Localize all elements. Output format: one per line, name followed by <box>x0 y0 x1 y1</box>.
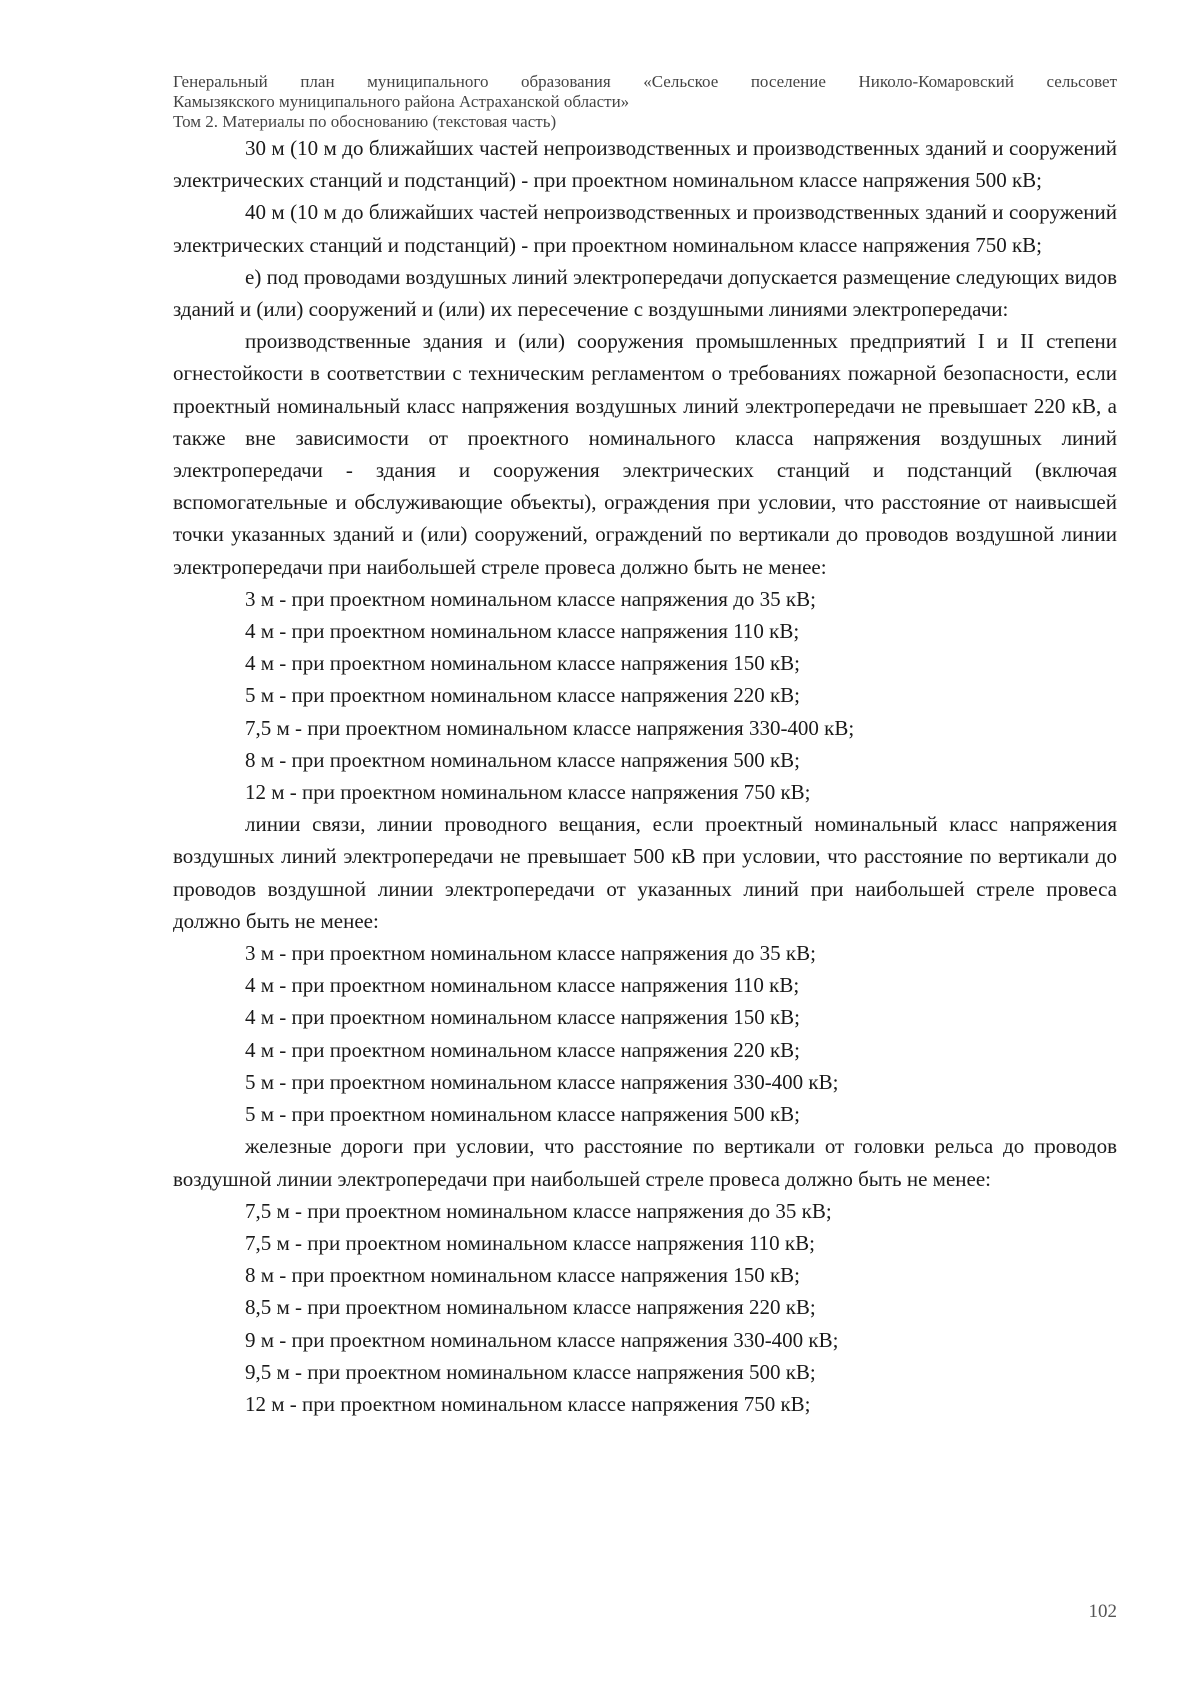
list-item: 7,5 м - при проектном номинальном классе напряжения 330-400 кВ; <box>245 715 855 740</box>
list-item: 12 м - при проектном номинальном классе напряжения 750 кВ; <box>245 780 811 805</box>
list-item: 4 м - при проектном номинальном классе напряжения 220 кВ; <box>245 1037 800 1062</box>
document-page <box>173 72 1117 1632</box>
header-line-2: Камызякского муниципального района Астраханской области» <box>173 92 630 111</box>
list-item: 7,5 м - при проектном номинальном классе напряжения до 35 кВ; <box>245 1198 832 1223</box>
list-item: 3 м - при проектном номинальном классе напряжения до 35 кВ; <box>245 941 816 966</box>
running-header <box>173 72 1117 132</box>
list-item: 4 м - при проектном номинальном классе напряжения 110 кВ; <box>245 973 800 998</box>
paragraph: линии связи, линии проводного вещания, если проектный номинальный класс напряжения воздушных линий электропередачи не превышает 500 кВ при условии, что расстояние по вертикали до проводов воздушной линии электропередачи от указанных линий при наибольшей стреле провеса должно быть не менее: <box>173 812 1117 933</box>
list-item: 4 м - при проектном номинальном классе напряжения 150 кВ; <box>245 651 800 676</box>
page-number: 102 <box>1088 1601 1117 1622</box>
list-item: 7,5 м - при проектном номинальном классе напряжения 110 кВ; <box>245 1230 815 1255</box>
list-item: 3 м - при проектном номинальном классе напряжения до 35 кВ; <box>245 586 816 611</box>
list-item: 5 м - при проектном номинальном классе напряжения 220 кВ; <box>245 683 800 708</box>
list-item: 5 м - при проектном номинальном классе напряжения 330-400 кВ; <box>245 1069 839 1094</box>
list-item: 4 м - при проектном номинальном классе напряжения 150 кВ; <box>245 1005 800 1030</box>
paragraph: 30 м (10 м до ближайших частей непроизводственных и производственных зданий и сооружений электрических станций и подстанций) - при проектном номинальном классе напряжения 500 кВ; <box>173 136 1117 193</box>
header-line-3: Том 2. Материалы по обоснованию (текстовая часть) <box>173 112 557 131</box>
document-body <box>173 132 1117 1420</box>
list-item: 5 м - при проектном номинальном классе напряжения 500 кВ; <box>245 1102 800 1127</box>
paragraph: 40 м (10 м до ближайших частей непроизводственных и производственных зданий и сооружений электрических станций и подстанций) - при проектном номинальном классе напряжения 750 кВ; <box>173 200 1117 257</box>
list-item: 9,5 м - при проектном номинальном классе напряжения 500 кВ; <box>245 1359 816 1384</box>
header-line-1: Генеральный план муниципального образования «Сельское поселение Николо-Комаровский сельсовет <box>173 72 1117 91</box>
list-item: 8,5 м - при проектном номинальном классе напряжения 220 кВ; <box>245 1295 816 1320</box>
list-item: 8 м - при проектном номинальном классе напряжения 150 кВ; <box>245 1263 800 1288</box>
list-item: 8 м - при проектном номинальном классе напряжения 500 кВ; <box>245 747 800 772</box>
list-item: 12 м - при проектном номинальном классе напряжения 750 кВ; <box>245 1391 811 1416</box>
paragraph: производственные здания и (или) сооружения промышленных предприятий I и II степени огнестойкости в соответствии с техническим регламентом о требованиях пожарной безопасности, если проектный номинальный класс напряжения воздушных линий электропередачи не превышает 220 кВ, а также вне зависимости от проектного номинального класса напряжения воздушных линий электропередачи - здания и сооружения электрических станций и подстанций (включая вспомогательные и обслуживающие объекты), ограждения при условии, что расстояние от наивысшей точки указанных зданий и (или) сооружений, ограждений по вертикали до проводов воздушной линии электропередачи при наибольшей стреле провеса должно быть не менее: <box>173 329 1117 579</box>
list-item: 9 м - при проектном номинальном классе напряжения 330-400 кВ; <box>245 1327 839 1352</box>
paragraph: е) под проводами воздушных линий электропередачи допускается размещение следующих видов зданий и (или) сооружений и (или) их пересечение с воздушными линиями электропередачи: <box>173 264 1117 322</box>
list-item: 4 м - при проектном номинальном классе напряжения 110 кВ; <box>245 619 800 644</box>
paragraph: железные дороги при условии, что расстояние по вертикали от головки рельса до проводов воздушной линии электропередачи при наибольшей стреле провеса должно быть не менее: <box>173 1134 1117 1191</box>
